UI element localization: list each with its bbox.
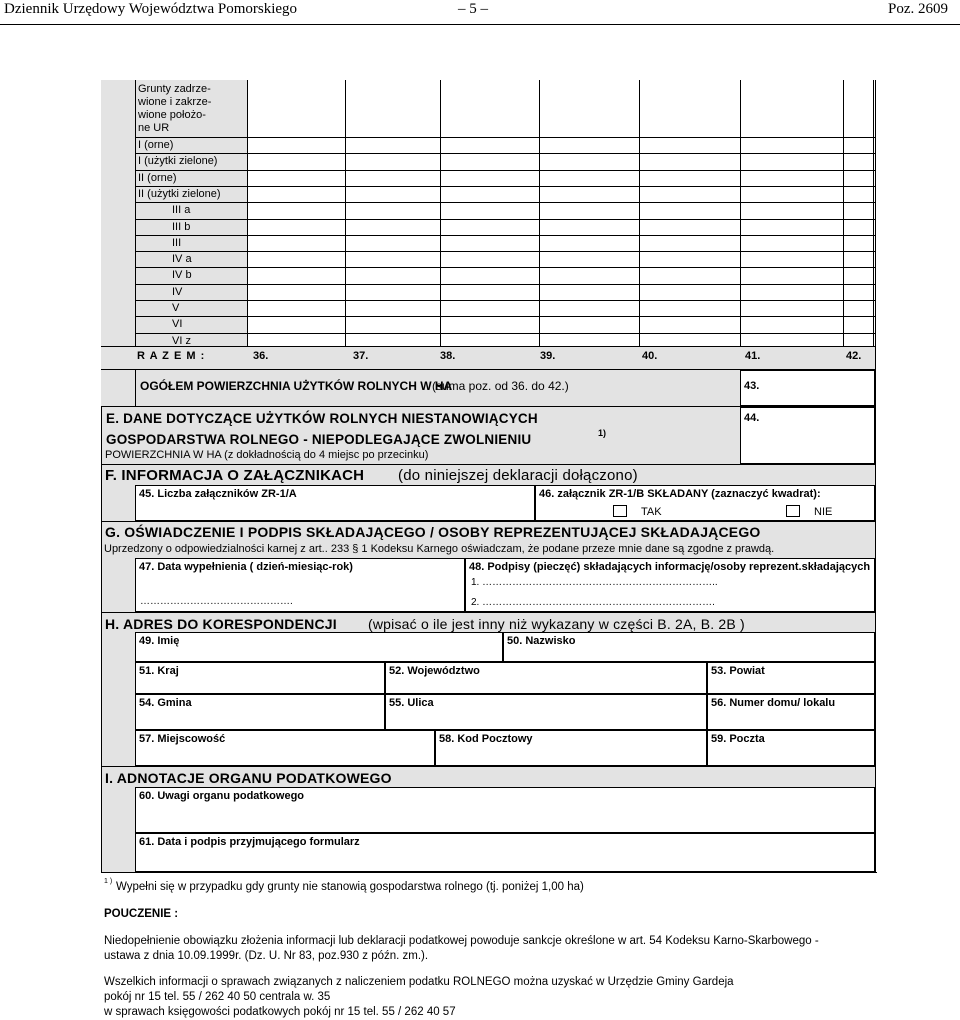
field-44-label: 44. — [744, 412, 760, 424]
section-e-subtitle: POWIERZCHNIA W HA (z dokładnością do 4 miejsc po przecinku) — [105, 449, 429, 461]
ogolem-note: (suma poz. od 36. do 42.) — [432, 379, 569, 393]
field-48-line-2: 2. ……………………………………………………………. — [471, 597, 715, 608]
razem-field-37[interactable]: 37. — [353, 350, 369, 362]
land-class-row-label: III — [172, 236, 182, 249]
info-text-3: w sprawach księgowości podatkowych pokój nr 15 tel. 55 / 262 40 57 — [104, 1006, 456, 1018]
footnote-number: 1 ) — [104, 878, 113, 885]
field-61-label: 61. Data i podpis przyjmującego formularz — [139, 836, 360, 848]
section-h-title: H. ADRES DO KORESPONDENCJI — [105, 616, 337, 632]
field-57-label: 57. Miejscowość — [139, 733, 226, 745]
table-heading — [138, 83, 211, 135]
land-class-row-label: VI — [172, 318, 183, 331]
info-text-2: pokój nr 15 tel. 55 / 262 40 50 centrala w. 35 — [104, 991, 331, 1003]
field-51-label: 51. Kraj — [139, 665, 179, 677]
pouczenie-text-2: ustawa z dnia 10.09.1999r. (Dz. U. Nr 83, poz.930 z późn. zm.). — [104, 950, 429, 962]
razem-field-41[interactable]: 41. — [745, 350, 761, 362]
field-59[interactable] — [707, 730, 875, 766]
field-49-label: 49. Imię — [139, 635, 180, 647]
field-61[interactable] — [135, 833, 875, 872]
ogolem-label: OGÓŁEM POWIERZCHNIA UŻYTKÓW ROLNYCH W HA — [140, 379, 453, 393]
field-53[interactable] — [707, 662, 875, 694]
heading-line: wione i zakrze- — [138, 96, 212, 108]
land-class-row-label: II (orne) — [138, 171, 177, 184]
field-45-label: 45. Liczba załączników ZR-1/A — [139, 488, 297, 500]
pouczenie-heading: POUCZENIE : — [104, 908, 179, 920]
land-class-row-label: IV a — [172, 253, 192, 266]
checkbox-tak[interactable] — [613, 505, 627, 517]
heading-line: Grunty zadrze- — [138, 83, 211, 95]
field-58-label: 58. Kod Pocztowy — [439, 733, 533, 745]
field-60-label: 60. Uwagi organu podatkowego — [139, 790, 305, 802]
field-56[interactable] — [707, 694, 875, 730]
field-52[interactable] — [385, 662, 707, 694]
razem-field-42[interactable]: 42. — [846, 350, 862, 362]
footnote-mark: 1) — [598, 428, 607, 438]
page-header — [0, 0, 960, 25]
field-56-label: 56. Numer domu/ lokalu — [711, 697, 836, 709]
land-class-row-label: I (orne) — [138, 139, 174, 151]
section-f-note: (do niniejszej deklaracji dołączono) — [398, 467, 638, 484]
field-57[interactable] — [135, 730, 435, 766]
section-h-note: (wpisać o ile jest inny niż wykazany w części B. 2A, B. 2B ) — [368, 616, 745, 632]
section-f-title: F. INFORMACJA O ZAŁĄCZNIKACH — [105, 467, 365, 484]
label-nie: NIE — [814, 506, 833, 518]
section-e-title: E. DANE DOTYCZĄCE UŻYTKÓW ROLNYCH NIESTANOWIĄCYCH — [106, 411, 538, 426]
land-class-row-label: VI z — [172, 334, 191, 347]
pouczenie-text-1: Niedopełnienie obowiązku złożenia informacji lub deklaracji podatkowej powoduje sankcje określone w art. 54 Kodeksu Karno-Skarbowego - — [104, 935, 819, 947]
field-44[interactable] — [740, 407, 875, 464]
field-43[interactable] — [740, 370, 875, 406]
razem-field-38[interactable]: 38. — [440, 350, 456, 362]
land-class-row-label: IV b — [172, 269, 192, 282]
field-48-line-1: 1. …………………………………………………………….. — [471, 577, 718, 588]
razem-label: R A Z E M : — [137, 350, 206, 362]
checkbox-nie[interactable] — [786, 505, 800, 517]
info-text-1: Wszelkich informacji o sprawach związanych z naliczeniem podatku ROLNEGO można uzyskać w Urzędzie Gminy Gardeja — [104, 976, 734, 988]
land-class-row-label: IV — [172, 285, 183, 298]
land-class-table — [135, 80, 875, 370]
field-55-label: 55. Ulica — [389, 697, 434, 709]
field-49[interactable] — [135, 632, 503, 662]
field-45[interactable] — [135, 485, 535, 521]
field-53-label: 53. Powiat — [711, 665, 765, 677]
land-class-row-label: V — [172, 302, 180, 314]
land-class-row-label: III b — [172, 220, 191, 233]
field-60[interactable] — [135, 787, 875, 833]
field-52-label: 52. Województwo — [389, 665, 480, 677]
field-55[interactable] — [385, 694, 707, 730]
section-g-statement: Uprzedzony o odpowiedzialności karnej z art.. 233 § 1 Kodeksu Karnego oświadczam, że podane przeze mnie dane są zgodne z prawdą. — [104, 543, 775, 555]
razem-field-40[interactable]: 40. — [642, 350, 658, 362]
position-number: Poz. 2609 — [888, 1, 948, 17]
section-i-title: I. ADNOTACJE ORGANU PODATKOWEGO — [105, 770, 392, 786]
page-number: – 5 – — [458, 1, 488, 17]
field-50[interactable] — [503, 632, 875, 662]
razem-field-36[interactable]: 36. — [253, 350, 269, 362]
heading-line: wione położo- — [138, 109, 206, 121]
label-tak: TAK — [641, 506, 662, 518]
field-47-dots: ………………………………………. — [140, 596, 293, 607]
land-class-row-label: I (użytki zielone) — [138, 155, 218, 168]
field-50-label: 50. Nazwisko — [507, 635, 576, 647]
field-51[interactable] — [135, 662, 385, 694]
field-54-label: 54. Gmina — [139, 697, 192, 709]
land-class-row-label: III a — [172, 204, 191, 217]
section-e-title-2: GOSPODARSTWA ROLNEGO - NIEPODLEGAJĄCE ZWOLNIENIU — [106, 432, 532, 447]
section-g-title: G. OŚWIADCZENIE I PODPIS SKŁADAJĄCEGO / OSOBY REPREZENTUJĄCEJ SKŁADAJĄCEGO — [105, 524, 761, 540]
field-48-label: 48. Podpisy (pieczęć) składających informację/osoby reprezent.składających — [469, 561, 871, 573]
field-46-label: 46. załącznik ZR-1/B SKŁADANY (zaznaczyć kwadrat): — [539, 488, 821, 500]
journal-title: Dziennik Urzędowy Województwa Pomorskiego — [4, 1, 298, 17]
field-58[interactable] — [435, 730, 707, 766]
land-class-row-label: II (użytki zielone) — [138, 187, 221, 200]
heading-line: ne UR — [138, 122, 170, 134]
field-43-label: 43. — [744, 380, 760, 392]
field-59-label: 59. Poczta — [711, 733, 765, 745]
field-47-label: 47. Data wypełnienia ( dzień-miesiąc-rok) — [139, 561, 353, 573]
footnote-text: Wypełni się w przypadku gdy grunty nie stanowią gospodarstwa rolnego (tj. poniżej 1,00 ha) — [116, 881, 584, 893]
razem-field-39[interactable]: 39. — [540, 350, 556, 362]
field-54[interactable] — [135, 694, 385, 730]
